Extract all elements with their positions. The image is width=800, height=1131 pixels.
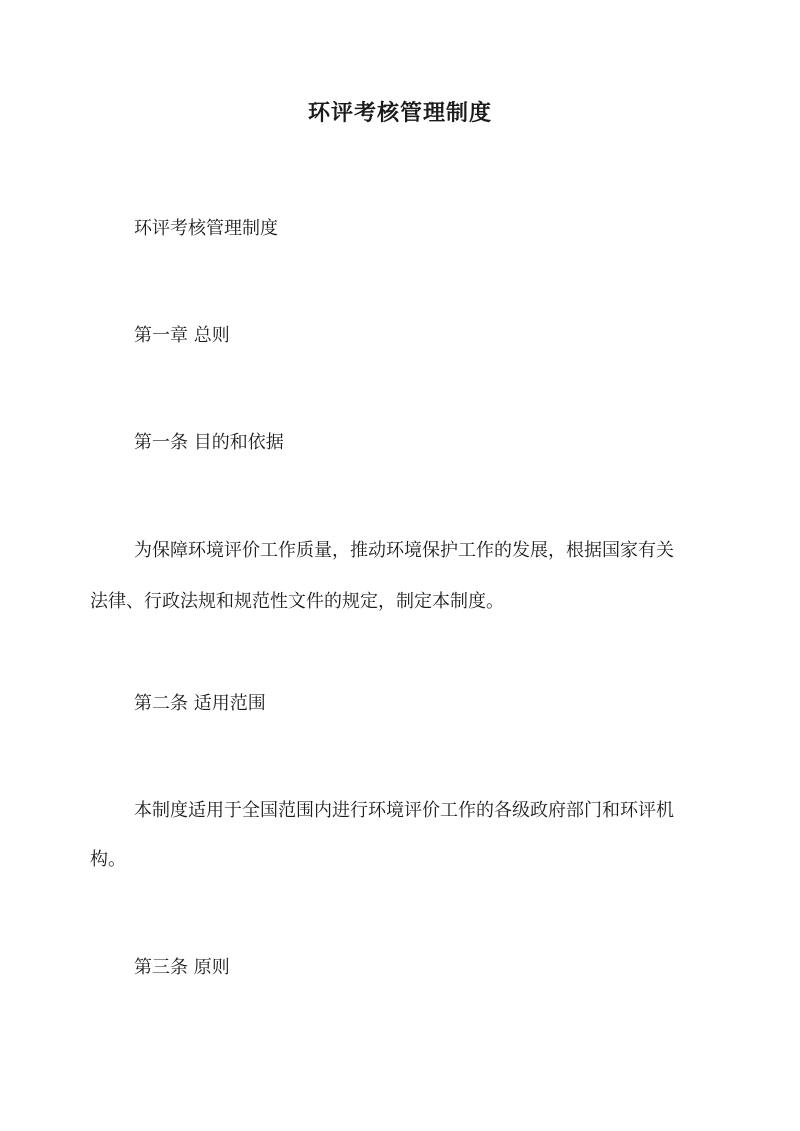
article-1-text-line-1: 为保障环境评价工作质量，推动环境保护工作的发展，根据国家有关 (134, 540, 674, 561)
article-2-text-line-2: 构。 (90, 849, 126, 870)
document-title: 环评考核管理制度 (307, 100, 492, 126)
article-1-text-line-2: 法律、行政法规和规范性文件的规定，制定本制度。 (90, 591, 504, 612)
article-heading-3: 第三条 原则 (134, 957, 230, 978)
article-2-text-line-1: 本制度适用于全国范围内进行环境评价工作的各级政府部门和环评机 (134, 800, 674, 821)
subtitle-line: 环评考核管理制度 (134, 218, 278, 239)
article-heading-1: 第一条 目的和依据 (134, 432, 284, 453)
article-heading-2: 第二条 适用范围 (134, 693, 266, 714)
chapter-heading: 第一章 总则 (134, 325, 230, 346)
